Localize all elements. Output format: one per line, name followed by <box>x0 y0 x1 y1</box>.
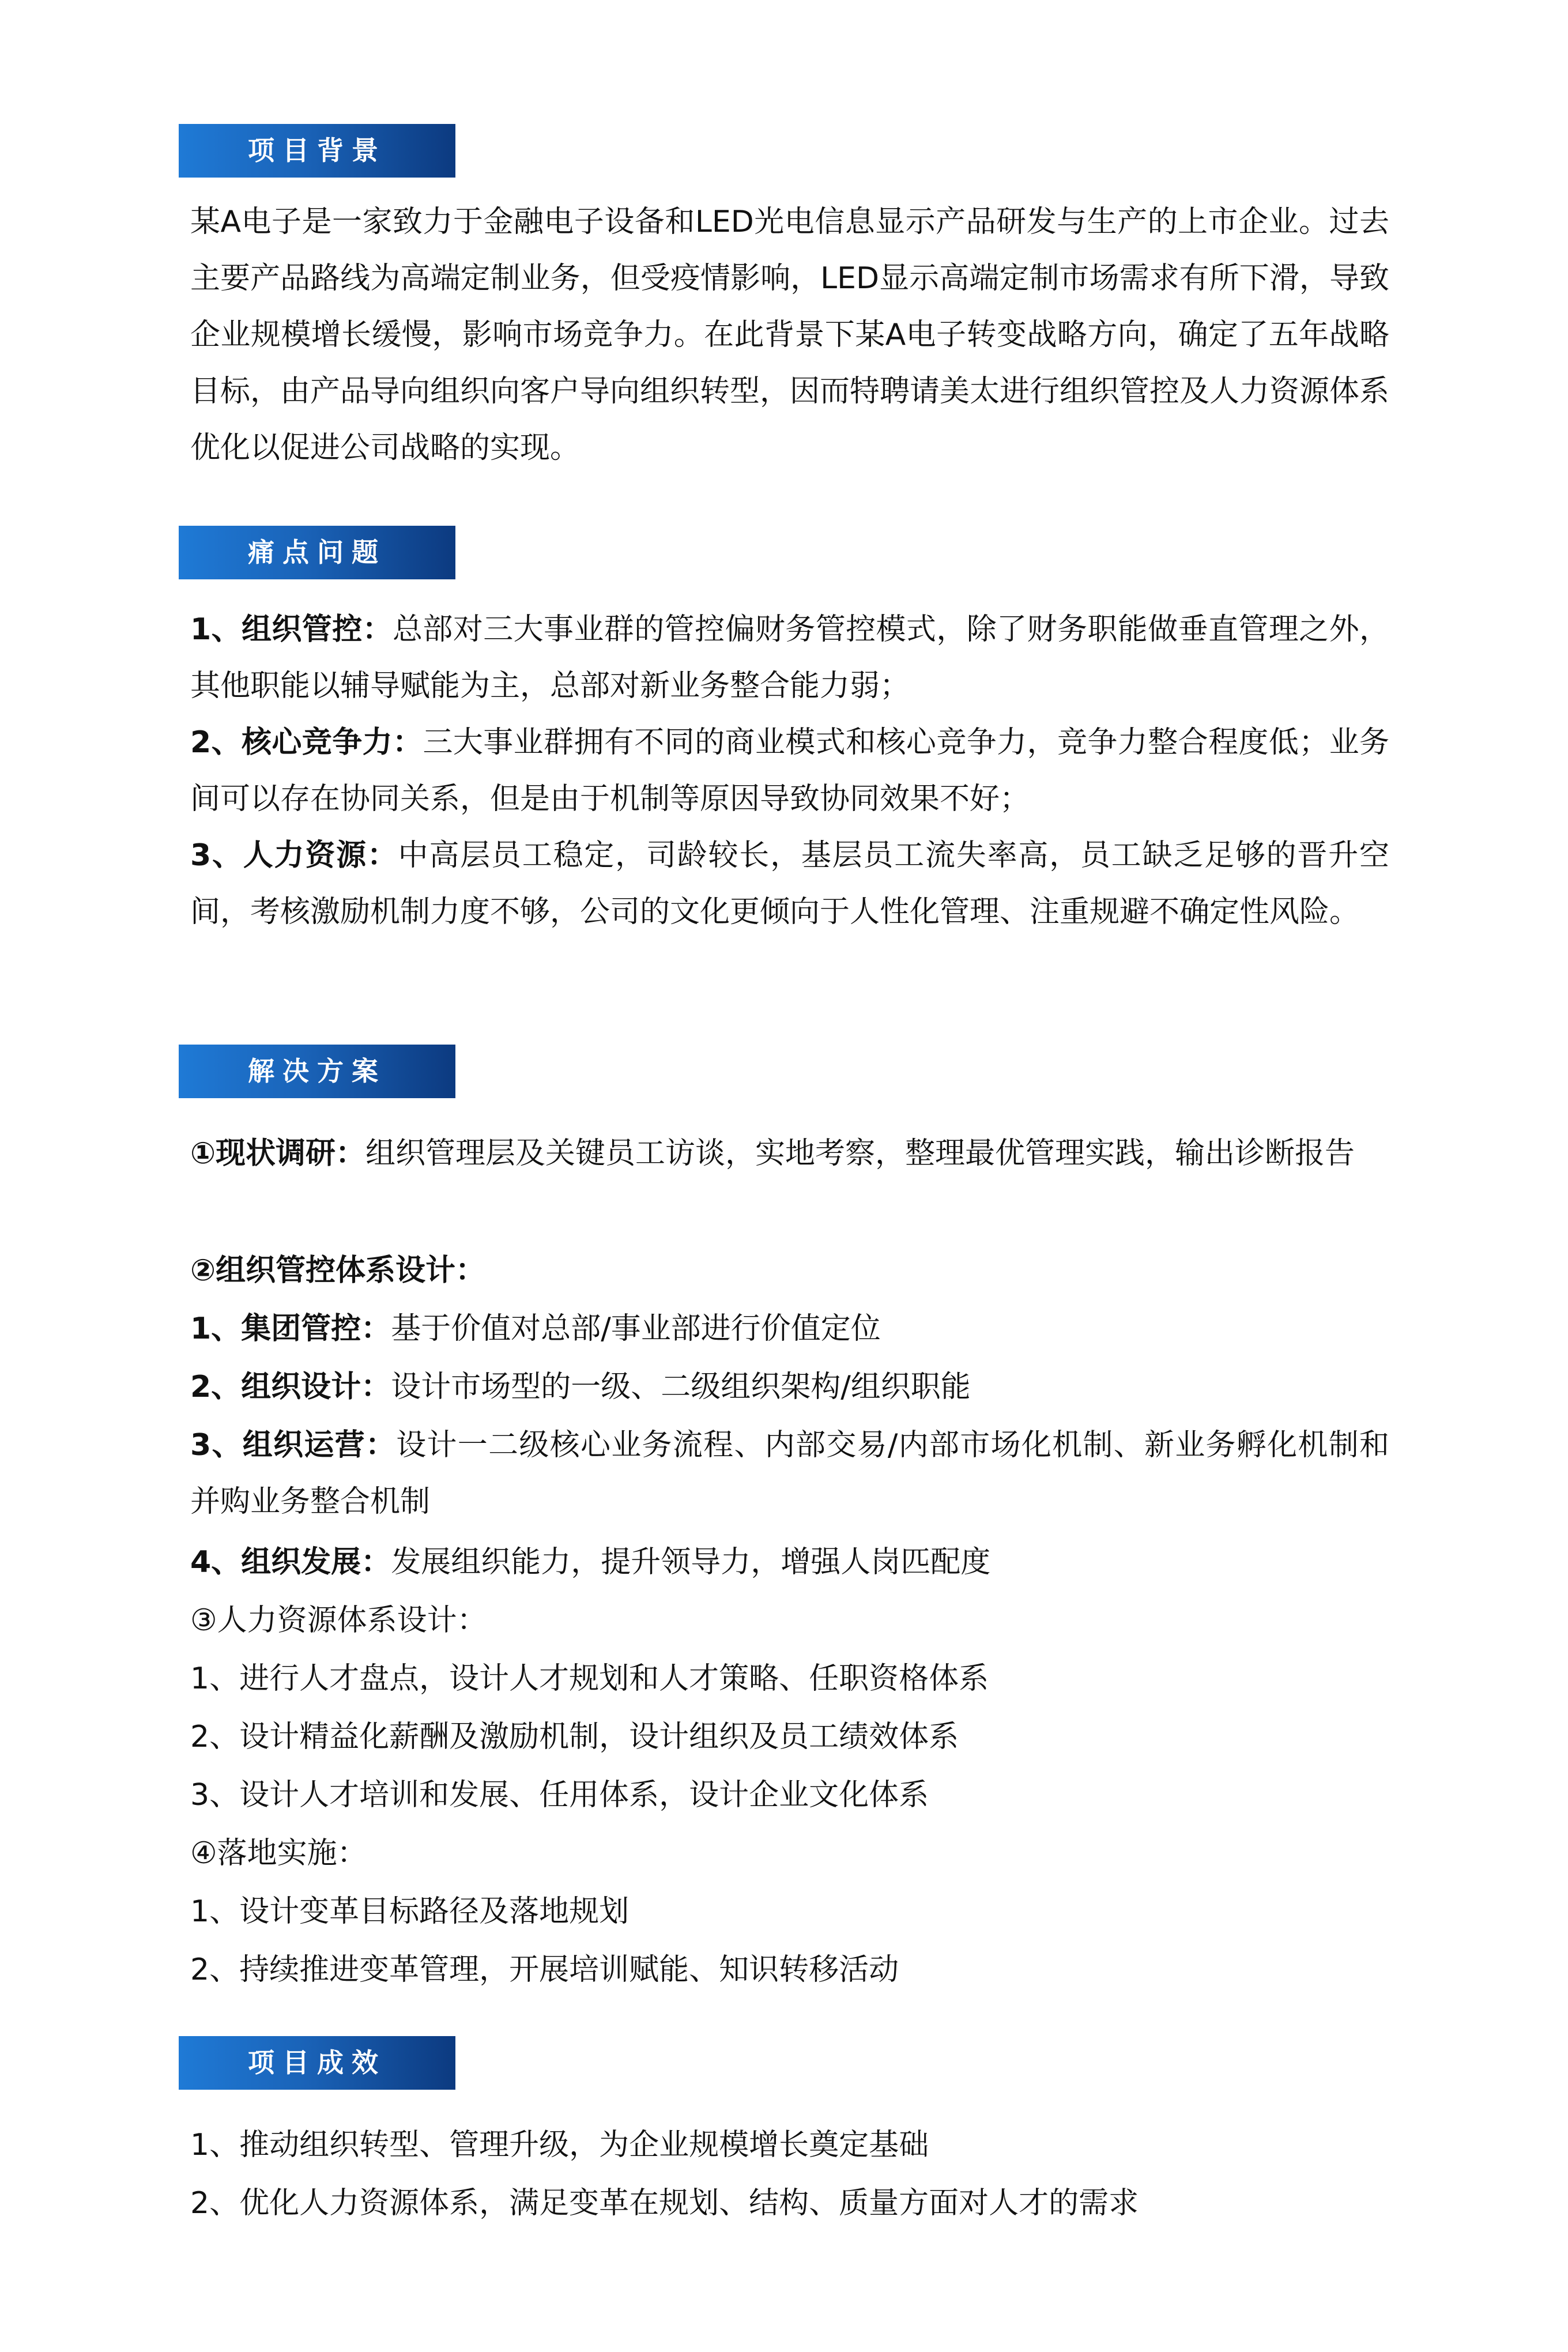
solution-step-2-item-text: 设计一二级核心业务流程、内部交易/内部市场化机制、新业务孵化机制和并购业务整合机制 <box>190 1428 1389 1519</box>
pain-point-item <box>190 827 1389 940</box>
solution-step-2-item-text: 发展组织能力，提升领导力，增强人岗匹配度 <box>391 1545 991 1580</box>
solution-step-2-item-text: 设计市场型的一级、二级组织架构/组织职能 <box>391 1370 971 1404</box>
solution-step-2-item <box>190 1359 1389 1415</box>
pain-point-label: 2、核心竞争力： <box>190 725 423 760</box>
pain-point-label: 3、人力资源： <box>190 838 398 873</box>
solution-step-3-label: ③人力资源体系设计： <box>190 1603 487 1638</box>
solution-step-2-item-label: 3、组织运营： <box>190 1428 397 1463</box>
solution-step-3-item: 3、设计人才培训和发展、任用体系，设计企业文化体系 <box>190 1778 929 1812</box>
section-header-results: 项目成效 <box>179 2036 455 2090</box>
background-paragraph: 某A电子是一家致力于金融电子设备和LED光电信息显示产品研发与生产的上市企业。过去主要产品路线为高端定制业务，但受疫情影响，LED显示高端定制市场需求有所下滑，导致企业规模增长缓慢，影响市场竞争力。在此背景下某A电子转变战略方向，确定了五年战略目标，由产品导向组织向客户导向组织转型，因而特聘请美太进行组织管控及人力资源体系优化以促进公司战略的实现。 <box>190 205 1390 465</box>
pain-point-text: 中高层员工稳定，司龄较长，基层员工流失率高，员工缺乏足够的晋升空间，考核激励机制力度不够，公司的文化更倾向于人性化管理、注重规避不确定性风险。 <box>190 838 1389 929</box>
solution-step-4-label: ④落地实施： <box>190 1836 367 1871</box>
section-header-background: 项目背景 <box>179 124 455 178</box>
solution-step-1 <box>190 1125 1389 1182</box>
solution-step-2-item-text: 基于价值对总部/事业部进行价值定位 <box>391 1311 881 1346</box>
solution-step-2-label: ②组织管控体系设计： <box>190 1253 486 1288</box>
section-header-solution: 解决方案 <box>179 1045 455 1098</box>
solution-step-4-item: 2、持续推进变革管理，开展培训赋能、知识转移活动 <box>190 1953 899 1987</box>
solution-step-2-item <box>190 1301 1389 1357</box>
pain-point-label: 1、组织管控： <box>190 612 393 647</box>
solution-step-3-item: 2、设计精益化薪酬及激励机制，设计组织及员工绩效体系 <box>190 1720 959 1754</box>
solution-step-1-text: 组织管理层及关键员工访谈，实地考察，整理最优管理实践，输出诊断报告 <box>365 1136 1355 1171</box>
pain-point-text: 总部对三大事业群的管控偏财务管控模式，除了财务职能做垂直管理之外，其他职能以辅导赋能为主，总部对新业务整合能力弱； <box>190 612 1389 703</box>
solution-step-3-item: 1、进行人才盘点，设计人才规划和人才策略、任职资格体系 <box>190 1661 989 1696</box>
solution-step-1-label: ①现状调研： <box>190 1136 366 1171</box>
solution-step-2-item <box>190 1417 1389 1530</box>
pain-point-text: 三大事业群拥有不同的商业模式和核心竞争力，竞争力整合程度低；业务间可以存在协同关系，但是由于机制等原因导致协同效果不好； <box>190 725 1389 816</box>
results-item: 1、推动组织转型、管理升级，为企业规模增长奠定基础 <box>190 2128 929 2162</box>
solution-step-2-item-label: 2、组织设计： <box>190 1370 391 1404</box>
pain-point-item <box>190 714 1389 827</box>
solution-step-2-item <box>190 1534 1389 1590</box>
solution-step-4-item: 1、设计变革目标路径及落地规划 <box>190 1894 630 1929</box>
results-item: 2、优化人力资源体系，满足变革在规划、结构、质量方面对人才的需求 <box>190 2186 1139 2221</box>
solution-step-2-item-label: 1、集团管控： <box>190 1311 391 1346</box>
pain-point-item <box>190 601 1389 714</box>
section-header-pain-points: 痛点问题 <box>179 526 455 579</box>
solution-step-2-item-label: 4、组织发展： <box>190 1545 391 1580</box>
